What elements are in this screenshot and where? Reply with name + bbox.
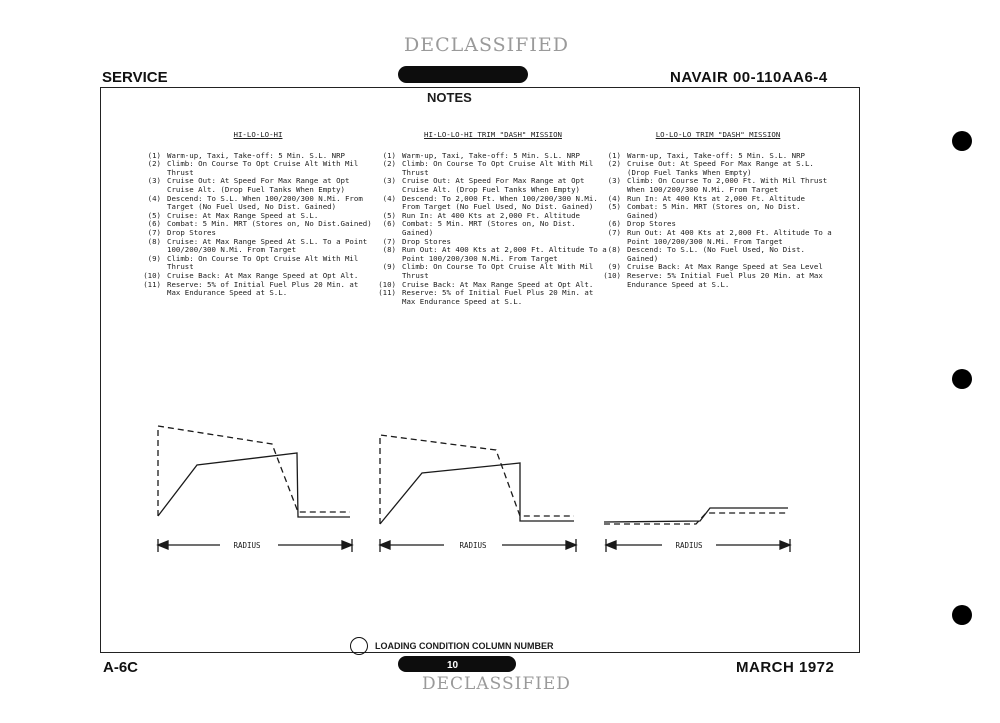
step-text: Reserve: 5% of Initial Fuel Plus 20 Min. at Max Endurance Speed at S.L.: [167, 279, 359, 298]
step-number: (11): [378, 288, 396, 298]
step-text: Climb: On Course To Opt Cruise Alt With Mil Thrust: [167, 253, 359, 272]
legend-text: LOADING CONDITION COLUMN NUMBER: [375, 641, 554, 651]
footer-aircraft-model: A-6C: [103, 659, 139, 676]
step-text: Reserve: 5% Initial Fuel Plus 20 Min. at Max Endurance Speed at S.L.: [627, 270, 823, 289]
step-number: (9): [147, 253, 161, 263]
step-number: (6): [382, 219, 396, 229]
step-number: (5): [147, 210, 161, 220]
list-item: [143, 238, 373, 255]
step-number: (7): [147, 227, 161, 237]
step-number: (8): [382, 245, 396, 255]
solid-profile-line: [604, 508, 788, 522]
step-number: (2): [147, 159, 161, 169]
step-text: Warm-up, Taxi, Take-off: 5 Min. S.L. NRP: [402, 150, 580, 160]
dashed-profile-line: [158, 426, 350, 516]
step-text: Combat: 5 Min. MRT (Stores on, No Dist. Gained): [627, 202, 801, 220]
step-number: (5): [607, 202, 621, 212]
column-hi-lo-lo-hi-trim-dash: [378, 131, 608, 306]
list-item: [603, 160, 833, 177]
list-item: [143, 281, 373, 298]
step-number: (3): [607, 176, 621, 186]
list-item: [603, 203, 833, 220]
radius-label: RADIUS: [459, 541, 487, 550]
column-title: LO-LO-LO TRIM "DASH" MISSION: [655, 130, 781, 139]
step-number: (3): [147, 176, 161, 186]
solid-profile-line: [380, 463, 574, 524]
column-hi-lo-lo-hi: [143, 131, 373, 298]
step-number: (10): [378, 279, 396, 289]
redaction-bar-top: [398, 66, 528, 83]
list-item: [378, 263, 608, 280]
list-item: [378, 246, 608, 263]
notes-title: NOTES: [427, 90, 472, 105]
footer-date: MARCH 1972: [736, 659, 835, 676]
step-text: Cruise Out: At Speed For Max Range at S.L. (Drop Fuel Tanks When Empty): [627, 159, 814, 177]
step-number: (2): [607, 159, 621, 169]
list-item: [378, 289, 608, 306]
step-number: (6): [147, 219, 161, 229]
step-number: (7): [382, 236, 396, 246]
declassified-stamp-bottom: DECLASSIFIED: [422, 674, 571, 694]
step-text: Run In: At 400 Kts at 2,000 Ft. Altitude: [402, 210, 580, 220]
step-number: (1): [382, 150, 396, 160]
list-item: [143, 160, 373, 177]
column-lo-lo-lo-trim-dash: [603, 131, 833, 289]
mission-steps-list: [603, 152, 833, 290]
mission-steps-list: [143, 152, 373, 298]
column-title: HI-LO-LO-HI TRIM "DASH" MISSION: [424, 130, 562, 139]
step-number: (10): [143, 270, 161, 280]
step-text: Cruise: At Max Range Speed at S.L.: [167, 210, 319, 220]
step-number: (9): [607, 262, 621, 272]
step-text: Warm-up, Taxi, Take-off: 5 Min. S.L. NRP: [627, 150, 805, 160]
step-text: Climb: On Course To Opt Cruise Alt With Mil Thrust: [167, 159, 359, 177]
step-number: (9): [382, 262, 396, 272]
list-item: [603, 246, 833, 263]
step-number: (6): [607, 219, 621, 229]
step-number: (11): [143, 279, 161, 289]
step-text: Run Out: At 400 Kts at 2,000 Ft. Altitude To a Point 100/200/300 N.Mi. From Target: [402, 245, 607, 263]
solid-profile-line: [158, 453, 350, 517]
binder-hole-icon: [952, 369, 972, 389]
step-text: Reserve: 5% of Initial Fuel Plus 20 Min. at Max Endurance Speed at S.L.: [402, 288, 594, 306]
step-number: (3): [382, 176, 396, 186]
step-text: Climb: On Course To Opt Cruise Alt With Mil Thrust: [402, 262, 594, 280]
list-item: [143, 195, 373, 212]
mission-profile-diagrams: [100, 410, 860, 560]
list-item: [378, 177, 608, 194]
profile-hi-lo-lo-hi-trim-dash: [380, 435, 574, 524]
loading-condition-legend: [350, 637, 554, 655]
step-text: Cruise Back: At Max Range Speed at Opt Alt.: [167, 270, 359, 280]
dashed-profile-line: [380, 435, 574, 524]
list-item: [603, 177, 833, 194]
radius-label: RADIUS: [233, 541, 261, 550]
list-item: [378, 195, 608, 212]
step-text: Descend: To 2,000 Ft. When 100/200/300 N.Mi. From Target (No Fuel Used, No Dist. Gained): [402, 193, 598, 212]
list-item: [603, 229, 833, 246]
step-text: Cruise: At Max Range Speed At S.L. To a Point 100/200/300 N.Mi. From Target: [167, 236, 368, 255]
legend-circle-icon: [350, 637, 368, 655]
step-number: (2): [382, 159, 396, 169]
header-publication-number: NAVAIR 00-110AA6-4: [670, 69, 828, 86]
step-text: Drop Stores: [402, 236, 451, 246]
step-number: (4): [147, 193, 161, 203]
step-number: (1): [607, 150, 621, 160]
step-text: Drop Stores: [627, 219, 676, 229]
step-text: Combat: 5 Min. MRT (Stores on, No Dist. Gained): [402, 219, 576, 237]
profile-hi-lo-lo-hi: [158, 426, 350, 517]
list-item: [603, 272, 833, 289]
step-number: (8): [147, 236, 161, 246]
column-title: HI-LO-LO-HI: [233, 130, 283, 139]
step-number: (4): [382, 193, 396, 203]
declassified-stamp-top: DECLASSIFIED: [404, 34, 569, 56]
binder-hole-icon: [952, 605, 972, 625]
step-text: Cruise Back: At Max Range Speed at Sea Level: [627, 262, 823, 272]
step-text: Cruise Out: At Speed For Max Range at Opt Cruise Alt. (Drop Fuel Tanks When Empty): [402, 176, 585, 194]
step-text: Drop Stores: [167, 227, 216, 237]
step-number: (8): [607, 245, 621, 255]
binder-hole-icon: [952, 131, 972, 151]
page-number: 10: [447, 660, 459, 671]
list-item: [378, 220, 608, 237]
step-number: (4): [607, 193, 621, 203]
step-number: (5): [382, 210, 396, 220]
step-text: Cruise Back: At Max Range Speed at Opt Alt.: [402, 279, 594, 289]
step-number: (7): [607, 227, 621, 237]
list-item: [378, 160, 608, 177]
list-item: [143, 255, 373, 272]
step-text: Climb: On Course To Opt Cruise Alt With Mil Thrust: [402, 159, 594, 177]
header-service: SERVICE: [102, 69, 168, 86]
list-item: [143, 177, 373, 194]
step-number: (1): [147, 150, 161, 160]
mission-steps-list: [378, 152, 608, 307]
step-text: Descend: To S.L. (No Fuel Used, No Dist. Gained): [627, 245, 805, 263]
step-text: Descend: To S.L. When 100/200/300 N.Mi. From Target (No Fuel Used, No Dist. Gained): [167, 193, 363, 212]
step-text: Warm-up, Taxi, Take-off: 5 Min. S.L. NRP: [167, 150, 345, 160]
step-text: Run Out: At 400 Kts at 2,000 Ft. Altitude To a Point 100/200/300 N.Mi. From Target: [627, 227, 832, 246]
profile-lo-lo-lo-trim-dash: [604, 508, 788, 524]
step-text: Combat: 5 Min. MRT (Stores on, No Dist.Gained): [167, 219, 372, 229]
step-text: Run In: At 400 Kts at 2,000 Ft. Altitude: [627, 193, 805, 203]
step-text: Climb: On Course To 2,000 Ft. With Mil Thrust When 100/200/300 N.Mi. From Target: [627, 176, 828, 194]
radius-label: RADIUS: [675, 541, 703, 550]
step-number: (10): [603, 270, 621, 280]
step-text: Cruise Out: At Speed For Max Range at Opt Cruise Alt. (Drop Fuel Tanks When Empty): [167, 176, 350, 194]
